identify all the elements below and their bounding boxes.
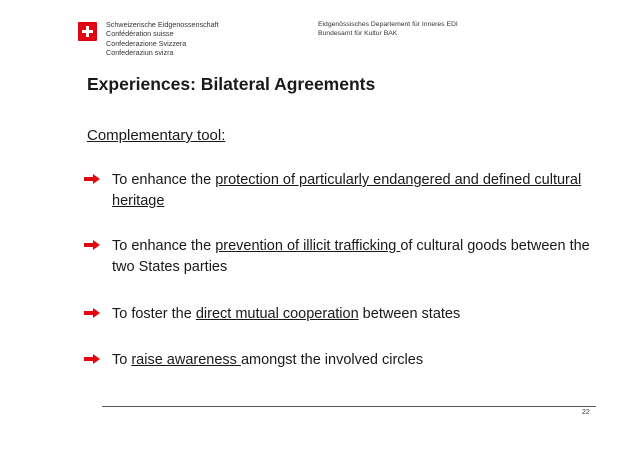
confederation-line: Schweizerische Eidgenossenschaft xyxy=(106,20,219,29)
confederation-line: Confédération suisse xyxy=(106,29,174,39)
bullet-text-pre: To xyxy=(112,352,132,368)
department-line: Bundesamt für Kultur BAK xyxy=(318,30,398,38)
bullet-text-pre: To enhance the xyxy=(112,238,216,254)
swiss-flag-icon xyxy=(78,22,97,41)
slide-title: Experiences: Bilateral Agreements xyxy=(87,74,376,94)
slide-subtitle: Complementary tool: xyxy=(87,127,226,144)
confederation-line: Confederaziun svizra xyxy=(106,48,174,58)
bullet-text xyxy=(112,170,602,212)
bullet-text-underlined: direct mutual cooperation xyxy=(195,306,359,322)
bullet-text xyxy=(112,350,602,371)
bullet-text-pre: To enhance the xyxy=(112,172,216,188)
bullet-text-post: amongst the involved circles xyxy=(240,352,424,368)
bullet-text-underlined: protection of particularly endangered and defined cultural heritage xyxy=(112,172,582,209)
arrow-right-icon xyxy=(84,240,100,250)
bullet-text-post: between states xyxy=(358,306,461,322)
bullet-text xyxy=(112,236,602,278)
arrow-right-icon xyxy=(84,174,100,184)
bullet-text-pre: To foster the xyxy=(112,306,196,322)
bullet-text-post: of cultural goods between the two States parties xyxy=(112,238,590,275)
arrow-right-icon xyxy=(84,308,100,318)
bullet-text-underlined: prevention of illicit trafficking xyxy=(215,238,401,254)
bullet-text xyxy=(112,304,602,325)
bullet-text-underlined: raise awareness xyxy=(131,352,241,368)
department-line: Eidgenössisches Departement für Inneres EDI xyxy=(318,21,458,28)
arrow-right-icon xyxy=(84,354,100,364)
slide-header xyxy=(0,0,638,70)
confederation-line: Confederazione Svizzera xyxy=(106,38,187,48)
footer-divider xyxy=(102,406,596,407)
confederation-names xyxy=(106,20,219,58)
page-number: 22 xyxy=(582,409,590,416)
department-names xyxy=(318,20,458,39)
